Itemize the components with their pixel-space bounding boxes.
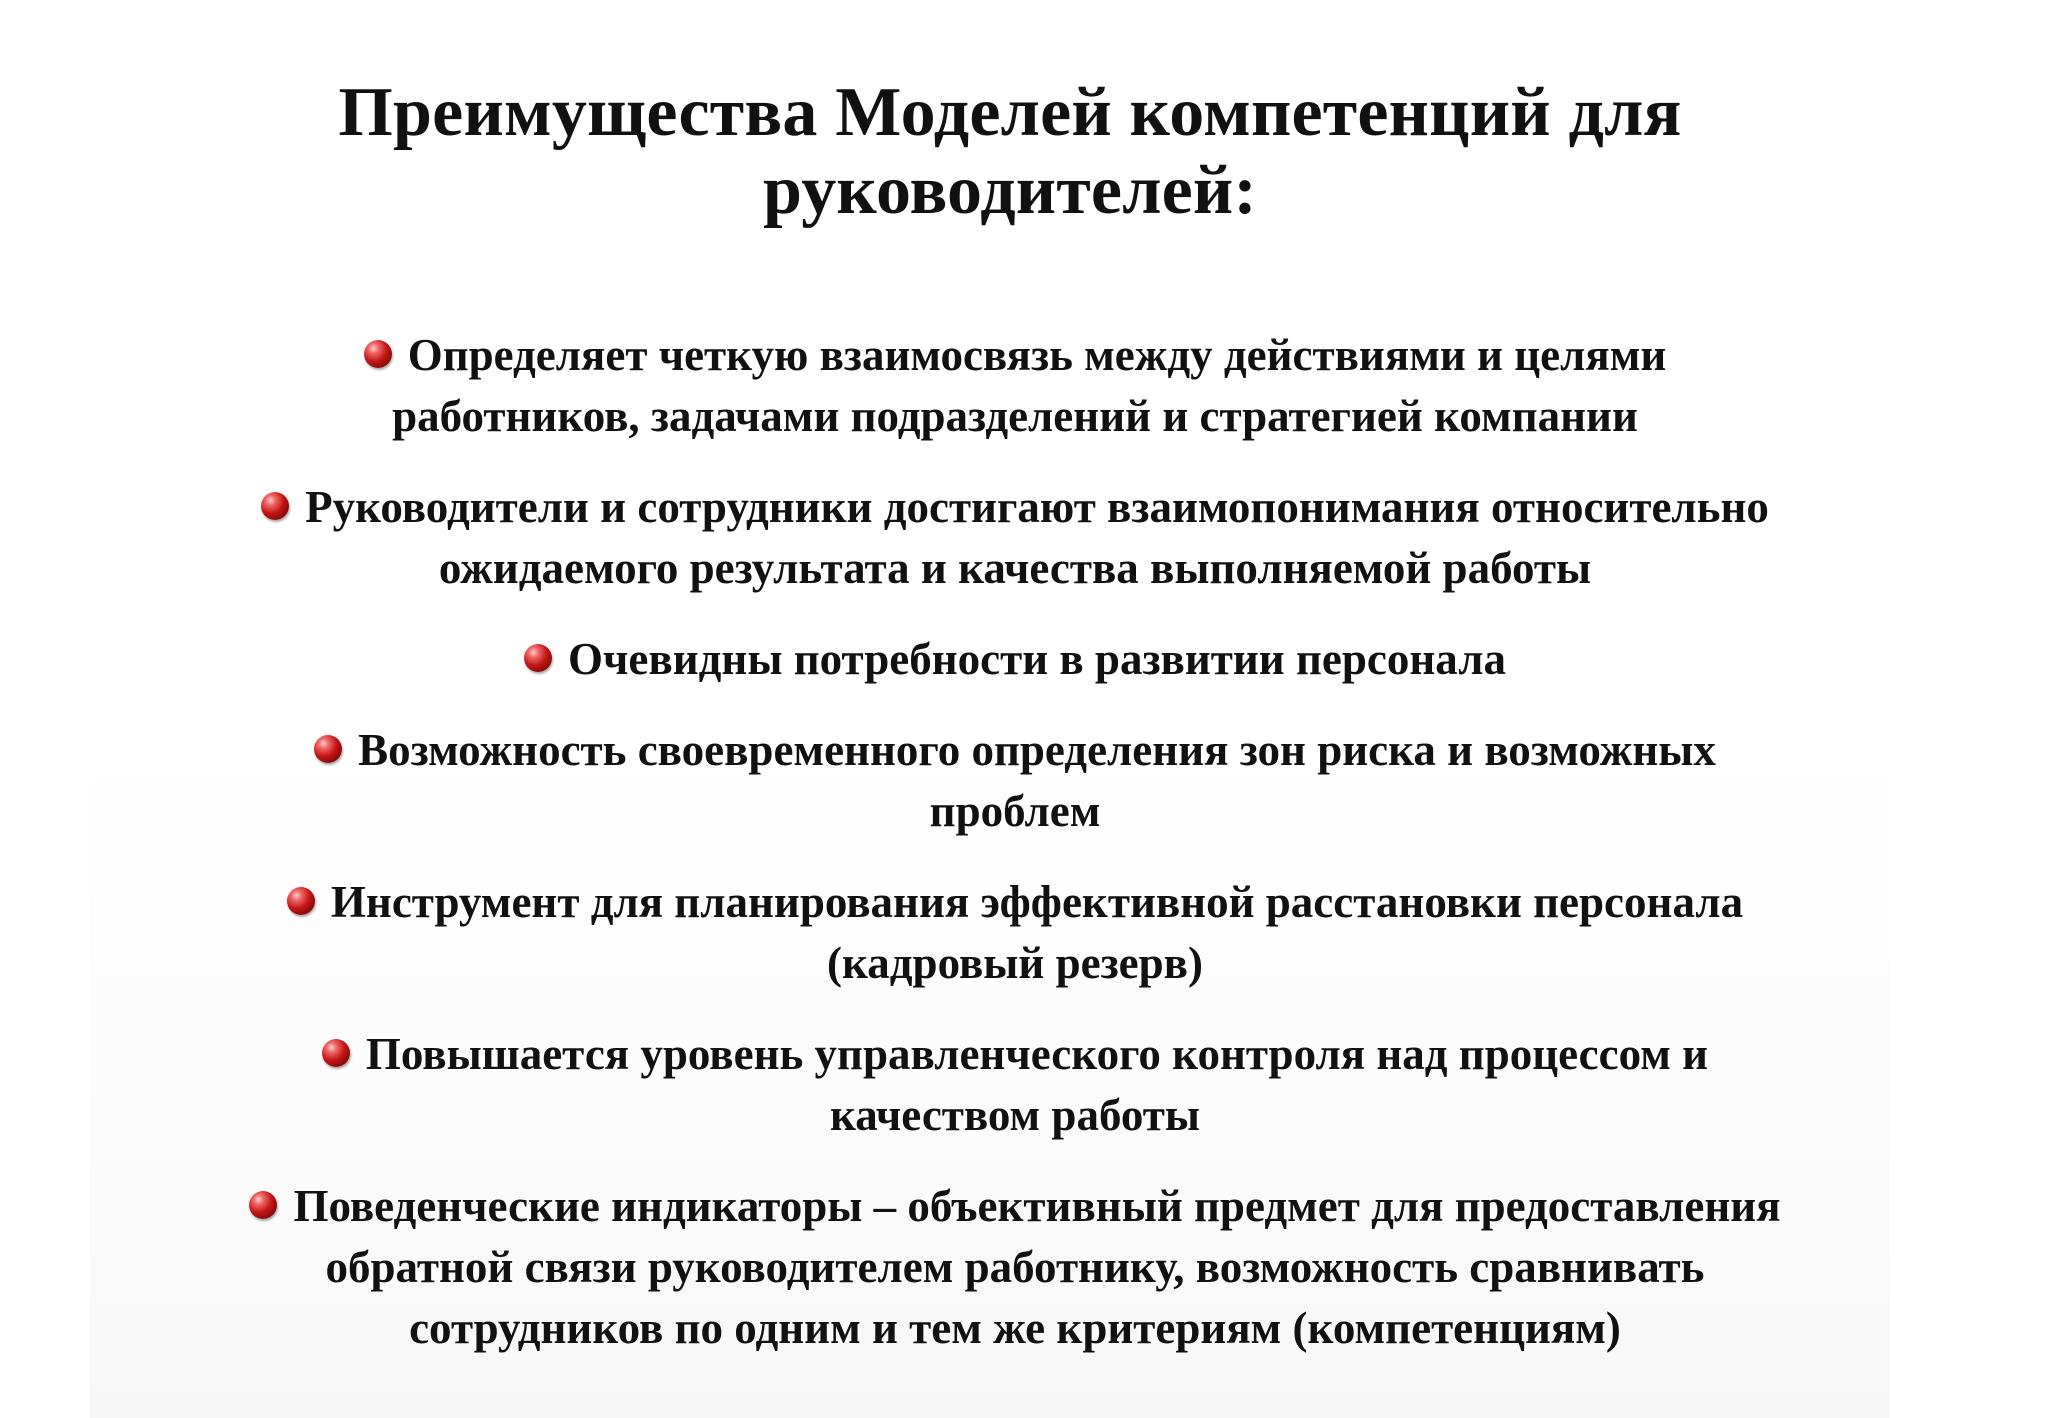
bullet-text-line: сотрудников по одним и тем же критериям (компетенциям) [409,1303,1621,1353]
red-sphere-bullet-icon [322,1039,350,1067]
bullet-text-line: работников, задачами подразделений и стратегией компании [392,391,1638,441]
bullet-text-line: Очевидны потребности в развитии персонала [568,634,1506,684]
bullet-item [90,872,1940,994]
red-sphere-bullet-icon [261,492,289,520]
bullet-text-line: обратной связи руководителем работнику, возможность сравнивать [325,1242,1705,1292]
bullet-item [90,1024,1940,1146]
bullet-list [90,325,1940,1389]
bullet-item [90,629,1940,690]
bullet-text-line: Инструмент для планирования эффективной расстановки персонала [330,877,1744,927]
bullet-item [90,477,1940,599]
bullet-text-line: Определяет четкую взаимосвязь между действиями и целями [407,330,1667,380]
bullet-text-line: Руководители и сотрудники достигают взаимопонимания относительно [305,482,1769,532]
red-sphere-bullet-icon [314,735,342,763]
red-sphere-bullet-icon [364,340,392,368]
slide-title [230,74,1790,230]
bullet-text-line: Возможность своевременного определения зон риска и возможных [358,725,1716,775]
bullet-text-line: (кадровый резерв) [827,938,1203,988]
bullet-item [90,325,1940,447]
bullet-text-line: качеством работы [829,1090,1201,1140]
slide-title-line-2: руководителей: [763,152,1257,229]
bullet-item [90,720,1940,842]
red-sphere-bullet-icon [524,644,552,672]
bullet-text-line: Поведенческие индикаторы – объективный предмет для предоставления [293,1181,1781,1231]
bullet-text-line: Повышается уровень управленческого контроля над процессом и [365,1029,1709,1079]
red-sphere-bullet-icon [287,887,315,915]
slide-title-line-1: Преимущества Моделей компетенций для [338,74,1682,151]
bullet-text-line: проблем [929,786,1101,836]
bullet-text-line: ожидаемого результата и качества выполняемой работы [438,543,1592,593]
bullet-item [90,1176,1940,1359]
red-sphere-bullet-icon [249,1191,277,1219]
